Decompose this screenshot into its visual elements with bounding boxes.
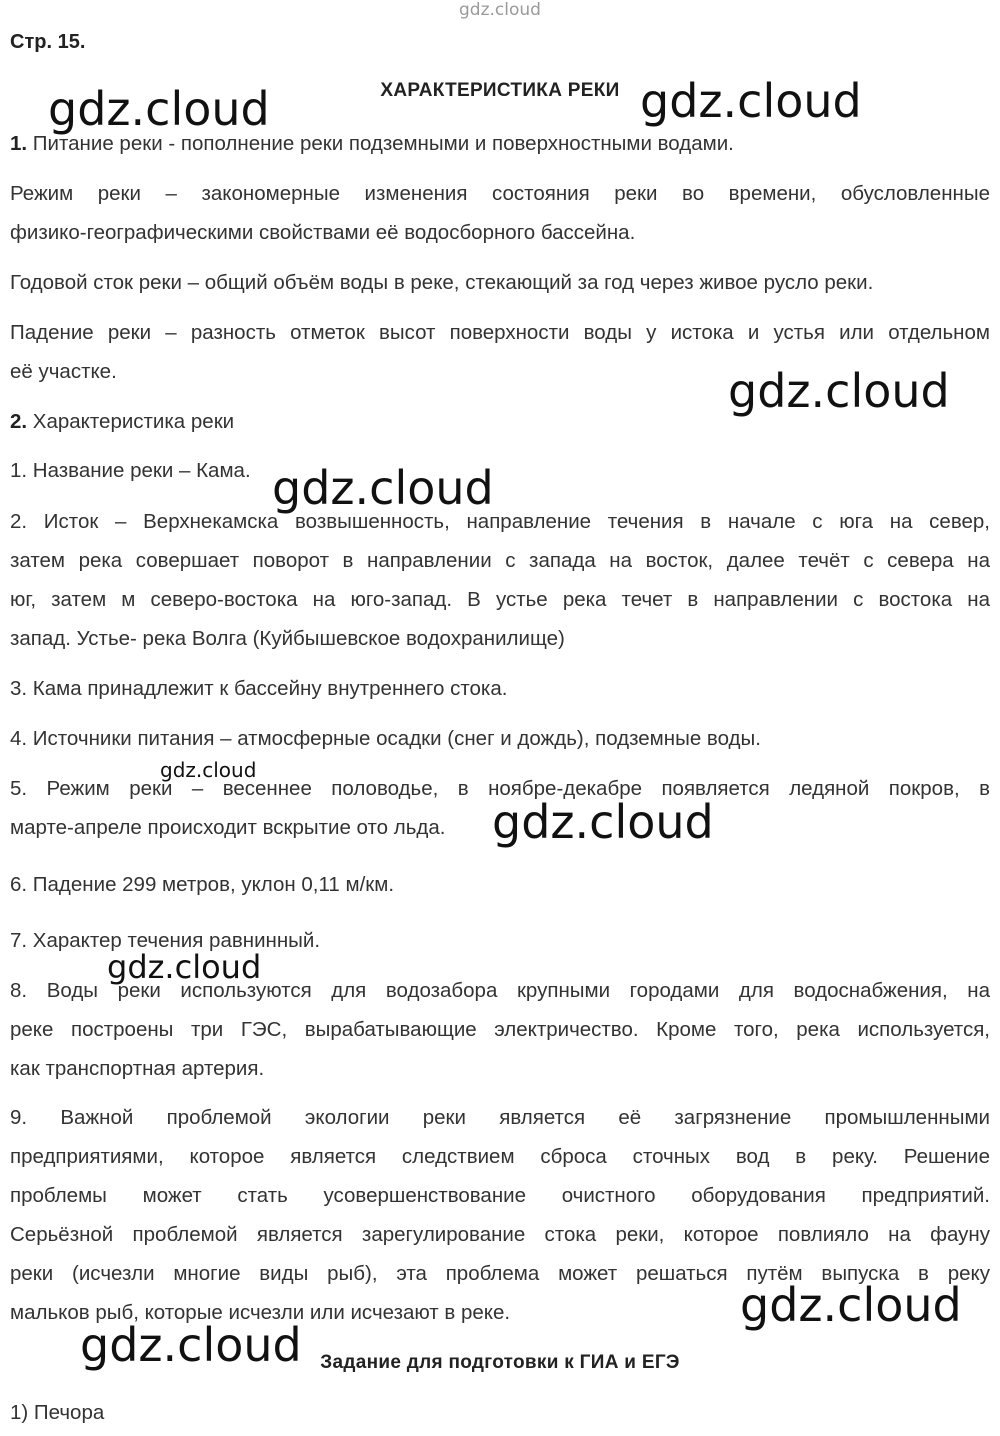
page-title: ХАРАКТЕРИСТИКА РЕКИ — [380, 80, 620, 101]
paragraph-fall-line: Падение реки – разность отметок высот поверхности воды у истока и устья или отдельном — [10, 321, 990, 344]
list-item-source-line: 2. Исток – Верхнекамска возвышенность, направление течения в начале с юга на север, — [10, 510, 990, 533]
watermark: gdz.cloud — [48, 82, 270, 136]
top-watermark: gdz.cloud — [459, 0, 541, 20]
list-item-ecology-line: Серьёзной проблемой является зарегулирование стока реки, которое повлияло на фауну — [10, 1223, 990, 1246]
paragraph-regime-line: Режим реки – закономерные изменения состояния реки во времени, обусловленные — [10, 182, 990, 205]
list-item-flow: 7. Характер течения равнинный. — [10, 929, 321, 952]
list-item-usage-line: 8. Воды реки используются для водозабора крупными городами для водоснабжения, на — [10, 979, 990, 1002]
exam-heading: Задание для подготовки к ГИА и ЕГЭ — [320, 1352, 680, 1373]
list-item-feeding: 4. Источники питания – атмосферные осадки (снег и дождь), подземные воды. — [10, 727, 761, 750]
watermark: gdz.cloud — [740, 1278, 962, 1332]
watermark: gdz.cloud — [160, 758, 257, 782]
page-label: Стр. 15. — [10, 31, 86, 53]
item-number: 1. — [10, 132, 28, 155]
list-item-usage-line: реке построены три ГЭС, вырабатывающие электричество. Кроме того, река используется, — [10, 1018, 990, 1041]
answer-item: 1) Печора — [10, 1401, 105, 1424]
list-item-ecology-line: 9. Важной проблемой экологии реки является её загрязнение промышленными — [10, 1106, 990, 1129]
list-item-fall: 6. Падение 299 метров, уклон 0,11 м/км. — [10, 873, 395, 896]
list-item-name: 1. Название реки – Кама. — [10, 459, 251, 482]
list-item-source-line: запад. Устье- река Волга (Куйбышевское водохранилище) — [10, 627, 565, 650]
paragraph-runoff: Годовой сток реки – общий объём воды в реке, стекающий за год через живое русло реки. — [10, 271, 874, 294]
watermark: gdz.cloud — [492, 795, 714, 849]
item-number: 2. — [10, 410, 28, 433]
list-item-ecology-line: предприятиями, которое является следствием сброса сточных вод в реку. Решение — [10, 1145, 990, 1168]
list-item-source-line: затем река совершает поворот в направлении с запада на восток, далее течёт с севера на — [10, 549, 990, 572]
watermark: gdz.cloud — [728, 364, 950, 418]
watermark: gdz.cloud — [272, 461, 494, 515]
item-text: Питание реки - пополнение реки подземными и поверхностными водами. — [27, 132, 734, 155]
list-item-ecology-line: проблемы может стать усовершенствование очистного оборудования предприятий. — [10, 1184, 990, 1207]
list-item-source-line: юг, затем м северо-востока на юго-запад. В устье река течет в направлении с востока на — [10, 588, 990, 611]
watermark: gdz.cloud — [80, 1318, 302, 1372]
list-item-regime-line: марте-апреле происходит вскрытие ото льда. — [10, 816, 446, 839]
list-item-ecology-line: реки (исчезли многие виды рыб), эта проблема может решаться путём выпуска в реку — [10, 1262, 990, 1285]
paragraph-fall-line: её участке. — [10, 360, 117, 383]
list-item-basin: 3. Кама принадлежит к бассейну внутреннего стока. — [10, 677, 508, 700]
list-item-usage-line: как транспортная артерия. — [10, 1057, 265, 1080]
paragraph-regime-line: физико-географическими свойствами её водосборного бассейна. — [10, 221, 636, 244]
list-item-regime-line: 5. Режим реки – весеннее половодье, в ноябре-декабре появляется ледяной покров, в — [10, 777, 990, 800]
item-text: Характеристика реки — [27, 410, 235, 433]
watermark: gdz.cloud — [640, 74, 862, 128]
watermark: gdz.cloud — [107, 948, 262, 986]
list-item-ecology-line: мальков рыб, которые исчезли или исчезают в реке. — [10, 1301, 511, 1324]
